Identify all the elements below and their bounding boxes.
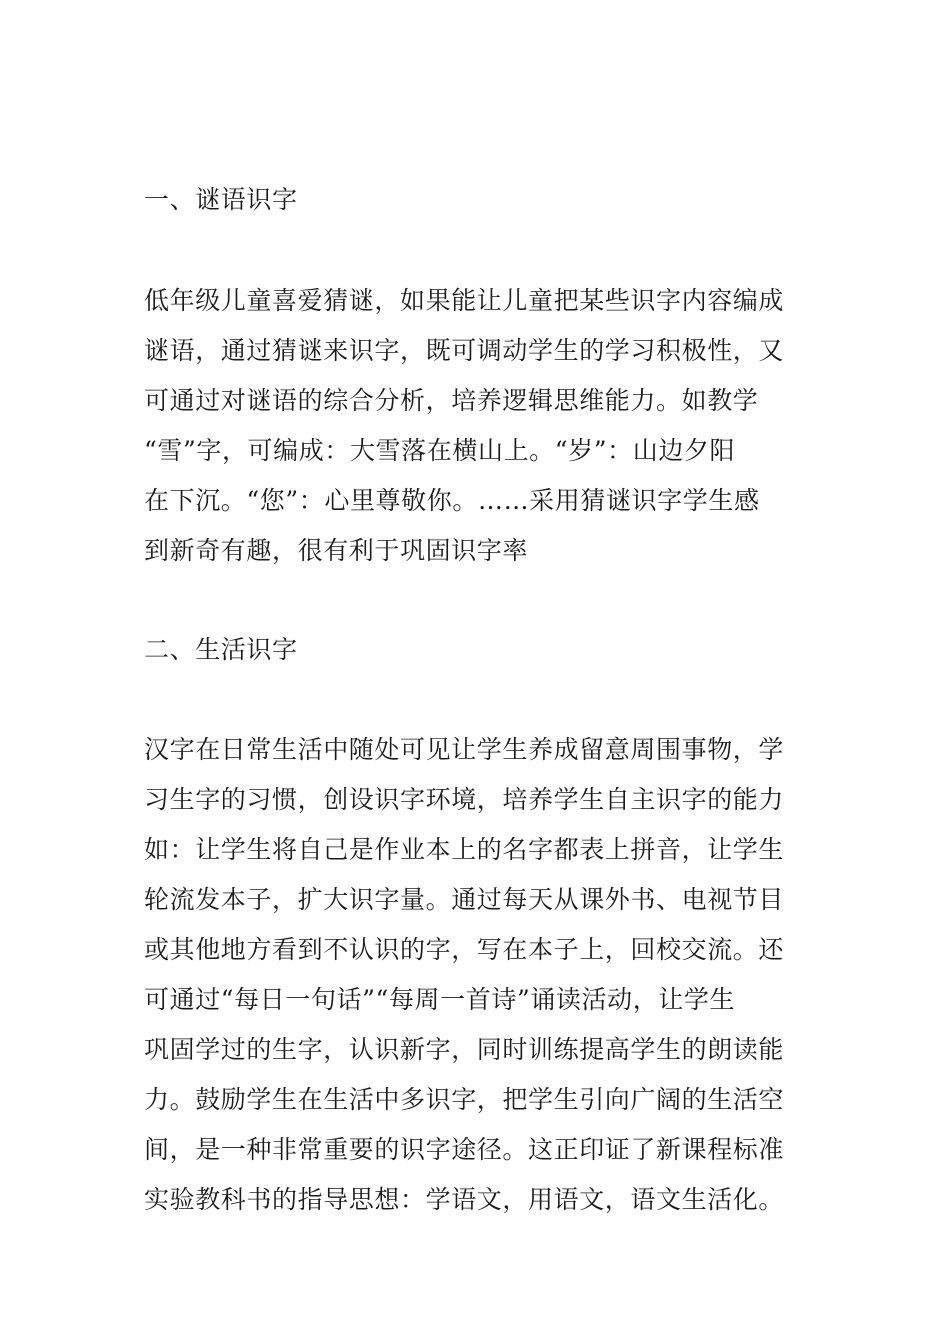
paragraph-riddle: [144, 276, 808, 576]
paragraph-line: 习生字的习惯，创设识字环境，培养学生自主识字的能力: [144, 785, 785, 814]
paragraph-line: 谜语，通过猜谜来识字，既可调动学生的学习积极性，又: [144, 336, 785, 365]
heading-text: 一、谜语识字: [144, 185, 298, 214]
paragraph-line: 可通过“每日一句话”“每周一首诗”诵读活动，让学生: [144, 985, 736, 1014]
heading-text: 二、生活识字: [144, 635, 298, 664]
paragraph-line: “雪”字，可编成：大雪落在横山上。“岁”：山边夕阳: [144, 436, 736, 465]
paragraph-line: 可通过对谜语的综合分析，培养逻辑思维能力。如教学: [144, 386, 759, 415]
paragraph-life: [144, 725, 808, 1225]
paragraph-line: 力。鼓励学生在生活中多识字，把学生引向广阔的生活空: [144, 1085, 785, 1114]
paragraph-line: 在下沉。“您”：心里尊敬你。……采用猜谜识字学生感: [144, 486, 760, 515]
paragraph-line: 实验教科书的指导思想：学语文，用语文，语文生活化。: [144, 1185, 785, 1214]
paragraph-line: 到新奇有趣，很有利于巩固识字率: [144, 536, 529, 565]
paragraph-line: 间，是一种非常重要的识字途径。这正印证了新课程标准: [144, 1135, 785, 1164]
section-heading-life: [144, 632, 808, 668]
paragraph-line: 低年级儿童喜爱猜谜，如果能让儿童把某些识字内容编成: [144, 286, 785, 315]
section-heading-riddle: [144, 182, 808, 218]
paragraph-line: 巩固学过的生字，认识新字，同时训练提高学生的朗读能: [144, 1035, 785, 1064]
paragraph-line: 或其他地方看到不认识的字，写在本子上，回校交流。还: [144, 935, 785, 964]
paragraph-line: 轮流发本子，扩大识字量。通过每天从课外书、电视节目: [144, 885, 785, 914]
paragraph-line: 汉字在日常生活中随处可见让学生养成留意周围事物，学: [144, 735, 785, 764]
paragraph-line: 如：让学生将自己是作业本上的名字都表上拼音，让学生: [144, 835, 785, 864]
